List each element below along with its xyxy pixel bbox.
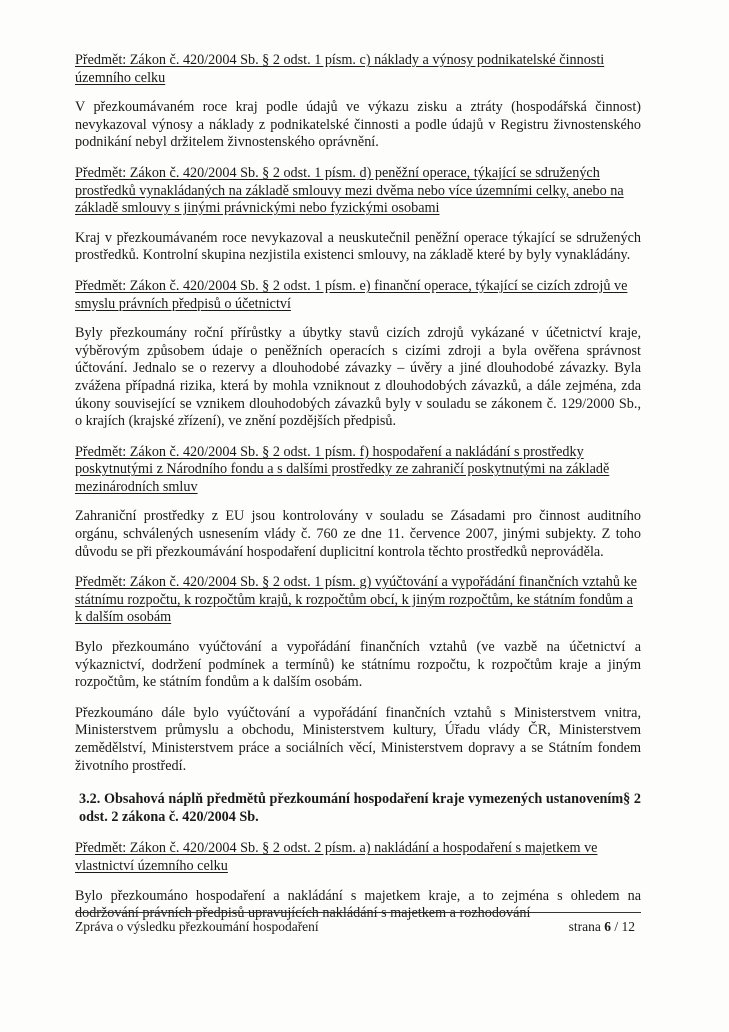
paragraph-d: Kraj v přezkoumávaném roce nevykazoval a neuskutečnil peněžní operace týkající se sdružených prostředků. Kontrolní skupina nezjistila existenci smlouvy, na základě které by byly vynakládány. [75,229,641,264]
document-page [75,52,641,936]
paragraph-f: Zahraniční prostředky z EU jsou kontrolovány v souladu se Zásadami pro činnost auditního orgánu, schválených usnesením vlády č. 760 ze dne 11. července 2007, jinými subjekty. Z toho důvodu se při přezkoumávání hospodaření duplicitní kontrola těchto prostředků neprováděla. [75,508,641,560]
subject-2a: Předmět: Zákon č. 420/2004 Sb. § 2 odst. 2 písm. a) nakládání a hospodaření s majetkem ve vlastnictví územního celku [75,840,598,874]
subject-g: Předmět: Zákon č. 420/2004 Sb. § 2 odst. 1 písm. g) vyúčtování a vypořádání finančních vztahů ke státnímu rozpočtu, k rozpočtům krajů, k rozpočtům obcí, k jiným rozpočtům, ke státním fondům a k dalším osobám [75,574,637,626]
page-separator: / [610,919,622,934]
footer-title: Zpráva o výsledku přezkoumání hospodaření [75,919,319,934]
page-number [569,919,641,935]
paragraph-e: Byly přezkoumány roční přírůstky a úbytky stavů cizích zdrojů vykázané v účetnictví kraje, výběrovým způsobem údaje o peněžních operacích s cizími zdroji a byla ověřena správnost účtování. Jednalo se o rezervy a dlouhodobé závazky – úvěry a jiné dlouhodobé závazky. Byla zvážena případná rizika, která by mohla vzniknout z dlouhodobých závazků, a dále zejména, zda úkony související se vznikem dlouhodobých závazků byly v souladu se zákonem č. 129/2000 Sb., o krajích (krajské zřízení), ve znění pozdějších předpisů. [75,325,641,430]
page-footer [75,912,641,935]
subject-f: Předmět: Zákon č. 420/2004 Sb. § 2 odst. 1 písm. f) hospodaření a nakládání s prostředky poskytnutými z Národního fondu a s dalšími prostředky ze zahraničí poskytnutými na základě mezinárodních smluv [75,443,610,495]
paragraph-g-1: Bylo přezkoumáno vyúčtování a vypořádání finančních vztahů (ve vazbě na účetnictví a výkaznictví, dodržení podmínek a termínů) ke státnímu rozpočtu, k rozpočtům kraje a jiným rozpočtům, ke státním fondům a k dalším osobám. [75,639,641,691]
paragraph-2a: Bylo přezkoumáno hospodaření a nakládání s majetkem kraje, a to zejména s ohledem na dodržování právních předpisů upravujících nakládání s majetkem a rozhodování [75,887,641,922]
section-heading: 3.2. Obsahová náplň předmětů přezkoumání hospodaření kraje vymezených ustanovením§ 2 odst. 2 zákona č. 420/2004 Sb. [79,791,641,825]
page-label: strana [568,919,601,934]
subject-c: Předmět: Zákon č. 420/2004 Sb. § 2 odst. 1 písm. c) náklady a výnosy podnikatelské činnosti územního celku [75,52,605,86]
subject-d: Předmět: Zákon č. 420/2004 Sb. § 2 odst. 1 písm. d) peněžní operace, týkající se sdružených prostředků vynakládaných na základě smlouvy mezi dvěma nebo více územními celky, anebo na základě smlouvy s jinými právnickými nebo fyzickými osobami [75,164,624,217]
subject-e: Předmět: Zákon č. 420/2004 Sb. § 2 odst. 1 písm. e) finanční operace, týkající se cizích zdrojů ve smyslu právních předpisů o účetnictví [75,277,628,312]
paragraph-g-2: Přezkoumáno dále bylo vyúčtování a vypořádání finančních vztahů s Ministerstvem vnitra, Ministerstvem průmyslu a obchodu, Ministerstvem kultury, Úřadu vlády ČR, Ministerstvem zemědělství, Ministerstvem práce a sociálních věcí, Ministerstvem dopravy a se Státním fondem životního prostředí. [75,704,641,774]
page-total: 12 [621,919,635,934]
paragraph-c: V přezkoumávaném roce kraj podle údajů ve výkazu zisku a ztráty (hospodářská činnost) nevykazoval výnosy a náklady z podnikatelské činnosti a podle údajů v Registru živnostenského podnikání nebyl držitelem živnostenského oprávnění. [75,99,641,151]
page-current: 6 [604,919,611,934]
